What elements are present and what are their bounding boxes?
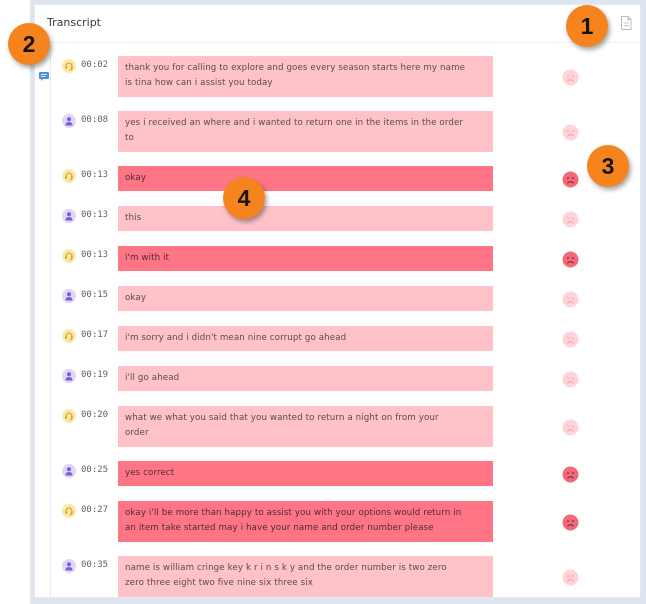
callout-badge-4: 4	[223, 177, 265, 219]
sad-face-icon[interactable]	[562, 371, 579, 388]
customer-user-icon	[62, 559, 76, 573]
message-text-line: this	[125, 213, 142, 223]
message-timestamp[interactable]: 00:13	[81, 250, 109, 260]
sad-face-icon[interactable]	[562, 514, 579, 531]
sad-face-icon[interactable]	[562, 251, 579, 268]
sad-face-icon[interactable]	[562, 124, 579, 141]
message-text-line: an item take started may i have your name and order number please	[125, 523, 434, 533]
agent-headset-icon	[62, 59, 76, 73]
message-bubble	[118, 366, 493, 391]
timeline-rail	[50, 43, 51, 598]
customer-user-icon	[62, 114, 76, 128]
agent-headset-icon	[62, 329, 76, 343]
customer-user-icon	[62, 289, 76, 303]
message-bubble	[118, 286, 493, 311]
sad-face-icon[interactable]	[562, 171, 579, 188]
agent-headset-icon	[62, 504, 76, 518]
message-timestamp[interactable]: 00:13	[81, 210, 109, 220]
sad-face-icon[interactable]	[562, 211, 579, 228]
message-text-line: okay	[125, 293, 147, 303]
message-text-line: order	[125, 428, 149, 438]
sad-face-icon[interactable]	[562, 419, 579, 436]
message-timestamp[interactable]: 00:13	[81, 170, 109, 180]
sad-face-icon[interactable]	[562, 569, 579, 586]
message-bubble	[118, 501, 493, 542]
message-text-line: what we what you said that you wanted to return a night on from your	[125, 413, 439, 423]
message-text-line: name is william cringe key k r i n s k y and the order number is two zero	[125, 563, 447, 573]
customer-user-icon	[62, 369, 76, 383]
message-timestamp[interactable]: 00:35	[81, 560, 109, 570]
agent-headset-icon	[62, 169, 76, 183]
callout-badge-2: 2	[8, 23, 50, 65]
message-text-line: thank you for calling to explore and goes every season starts here my name	[125, 63, 466, 73]
message-bubble	[118, 111, 493, 152]
customer-user-icon	[62, 209, 76, 223]
message-text-line: yes i received an where and i wanted to return one in the items in the order	[125, 118, 464, 128]
agent-headset-icon	[62, 409, 76, 423]
callout-badge-3: 3	[587, 145, 629, 187]
message-text-line: i'm sorry and i didn't mean nine corrupt go ahead	[125, 333, 347, 343]
message-bubble	[118, 461, 493, 486]
message-bubble	[118, 166, 493, 191]
message-bubble	[118, 556, 493, 597]
message-text-line: is tina how can i assist you today	[125, 78, 273, 88]
message-bubble	[118, 326, 493, 351]
message-text-line: okay i'll be more than happy to assist you with your options would return in	[125, 508, 462, 518]
panel-title: Transcript	[47, 16, 101, 29]
sad-face-icon[interactable]	[562, 69, 579, 86]
sad-face-icon[interactable]	[562, 291, 579, 308]
message-timestamp[interactable]: 00:17	[81, 330, 109, 340]
message-timestamp[interactable]: 00:27	[81, 505, 109, 515]
message-timestamp[interactable]: 00:20	[81, 410, 109, 420]
message-bubble	[118, 246, 493, 271]
agent-headset-icon	[62, 249, 76, 263]
customer-user-icon	[62, 464, 76, 478]
sad-face-icon[interactable]	[562, 466, 579, 483]
panel-header	[35, 5, 640, 43]
message-timestamp[interactable]: 00:02	[81, 60, 109, 70]
message-text-line: i'll go ahead	[125, 373, 180, 383]
document-icon[interactable]	[620, 16, 632, 30]
message-bubble	[118, 206, 493, 231]
message-bubble	[118, 56, 493, 97]
sad-face-icon[interactable]	[562, 331, 579, 348]
message-text-line: yes correct	[125, 468, 175, 478]
message-text-line: zero three eight two five nine six three six	[125, 578, 313, 588]
message-text-line: i'm with it	[125, 253, 170, 263]
message-bubble	[118, 406, 493, 447]
callout-badge-1: 1	[566, 5, 608, 47]
chat-bubble-icon[interactable]	[39, 72, 49, 81]
message-timestamp[interactable]: 00:15	[81, 290, 109, 300]
message-text-line: okay	[125, 173, 147, 183]
message-timestamp[interactable]: 00:19	[81, 370, 109, 380]
message-text-line: to	[125, 133, 134, 143]
message-timestamp[interactable]: 00:25	[81, 465, 109, 475]
message-timestamp[interactable]: 00:08	[81, 115, 109, 125]
